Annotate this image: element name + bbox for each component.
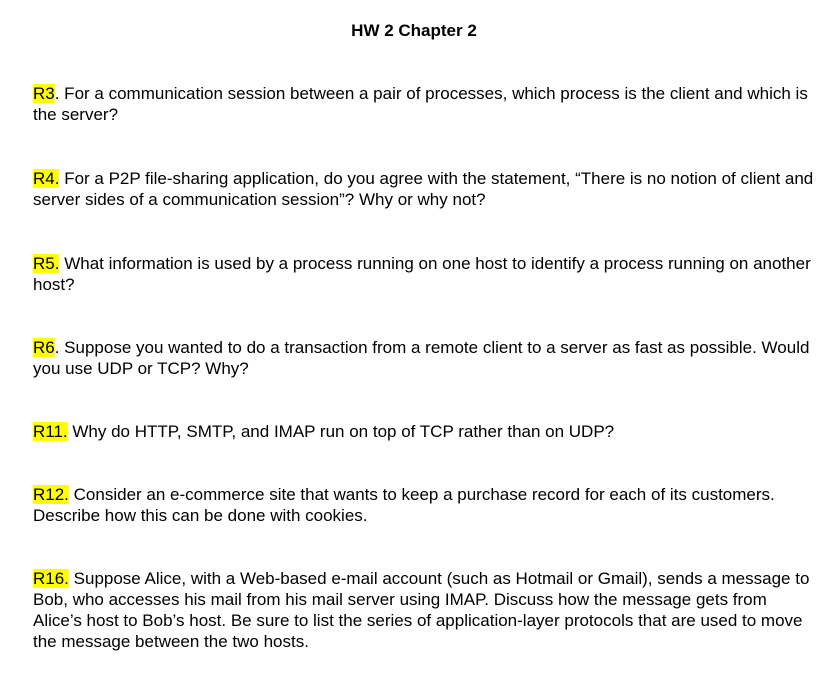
question-tag-r3: R3 — [33, 84, 55, 103]
question-tag-r6: R6 — [33, 338, 55, 357]
question-text-r4: For a P2P file-sharing application, do you agree with the statement, “There is no notion of client and server sides of a communication session”? Why or why not? — [33, 169, 814, 209]
question-tag-r12: R12. — [33, 485, 69, 504]
question-r16 — [33, 568, 818, 652]
question-tag-r16: R16. — [33, 569, 69, 588]
question-r12 — [33, 484, 818, 526]
question-text-r16: Suppose Alice, with a Web-based e-mail account (such as Hotmail or Gmail), sends a message to Bob, who accesses his mail from his mail server using IMAP. Discuss how the message gets from Alice’s host to Bob’s host. Be sure to list the series of application-layer protocols that are used to move the message between the two hosts. — [33, 569, 810, 651]
question-tag-r4: R4. — [33, 169, 60, 188]
page-title: HW 2 Chapter 2 — [351, 21, 477, 40]
question-text-r11: Why do HTTP, SMTP, and IMAP run on top of TCP rather than on UDP? — [67, 422, 615, 441]
question-text-r12: Consider an e-commerce site that wants to keep a purchase record for each of its customers. Describe how this can be done with cookies. — [33, 485, 775, 525]
question-r3 — [33, 83, 818, 125]
question-text-r5: What information is used by a process running on one host to identify a process running on another host? — [33, 254, 811, 294]
question-tag-r5: R5. — [33, 254, 60, 273]
question-text-r6: . Suppose you wanted to do a transaction from a remote client to a server as fast as possible. Would you use UDP or TCP? Why? — [33, 338, 810, 378]
question-r11 — [33, 421, 818, 442]
question-r4 — [33, 168, 818, 210]
question-r6 — [33, 337, 818, 379]
question-text-r3: . For a communication session between a pair of processes, which process is the client and which is the server? — [33, 84, 808, 124]
question-r5 — [33, 253, 818, 295]
question-tag-r11: R11. — [33, 422, 68, 441]
